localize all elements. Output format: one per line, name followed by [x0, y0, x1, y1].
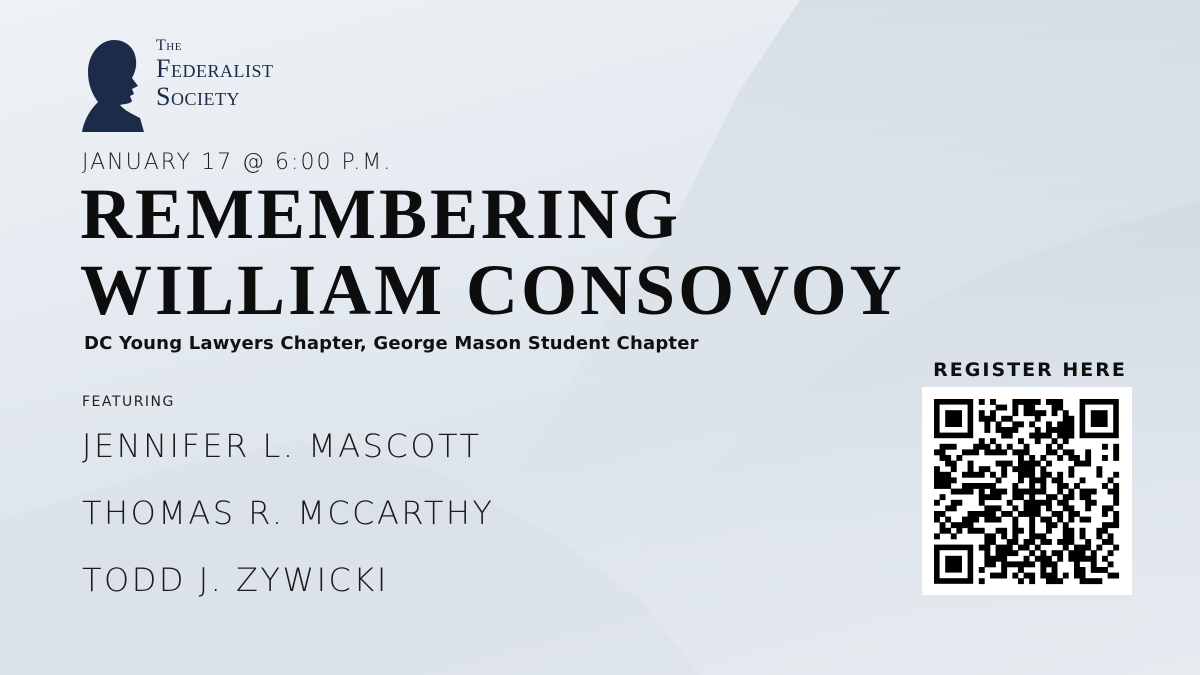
qr-code[interactable]: [922, 387, 1132, 595]
speaker-name: TODD J. ZYWICKI: [82, 561, 389, 599]
register-here-label: REGISTER HERE: [933, 359, 1127, 381]
logo-federalist: Federalist: [156, 54, 274, 83]
speaker-name: JENNIFER L. MASCOTT: [82, 427, 482, 465]
profile-silhouette-icon: [80, 38, 146, 132]
event-date: JANUARY 17 @ 6:00 P.M.: [82, 150, 393, 175]
logo-society: Society: [156, 82, 240, 111]
event-title: [80, 176, 905, 328]
featuring-label: FEATURING: [82, 394, 175, 410]
qr-code-icon: [922, 387, 1132, 595]
event-title-line-1: REMEMBERING: [80, 174, 682, 254]
speaker-name: THOMAS R. MCCARTHY: [82, 494, 495, 532]
logo-the: The: [156, 37, 182, 54]
event-title-line-2: WILLIAM CONSOVOY: [80, 250, 905, 330]
logo-wordmark: [156, 38, 273, 110]
federalist-society-logo: [80, 38, 273, 132]
speaker-list: [82, 425, 494, 626]
chapters-subtitle: DC Young Lawyers Chapter, George Mason Student Chapter: [84, 333, 699, 354]
